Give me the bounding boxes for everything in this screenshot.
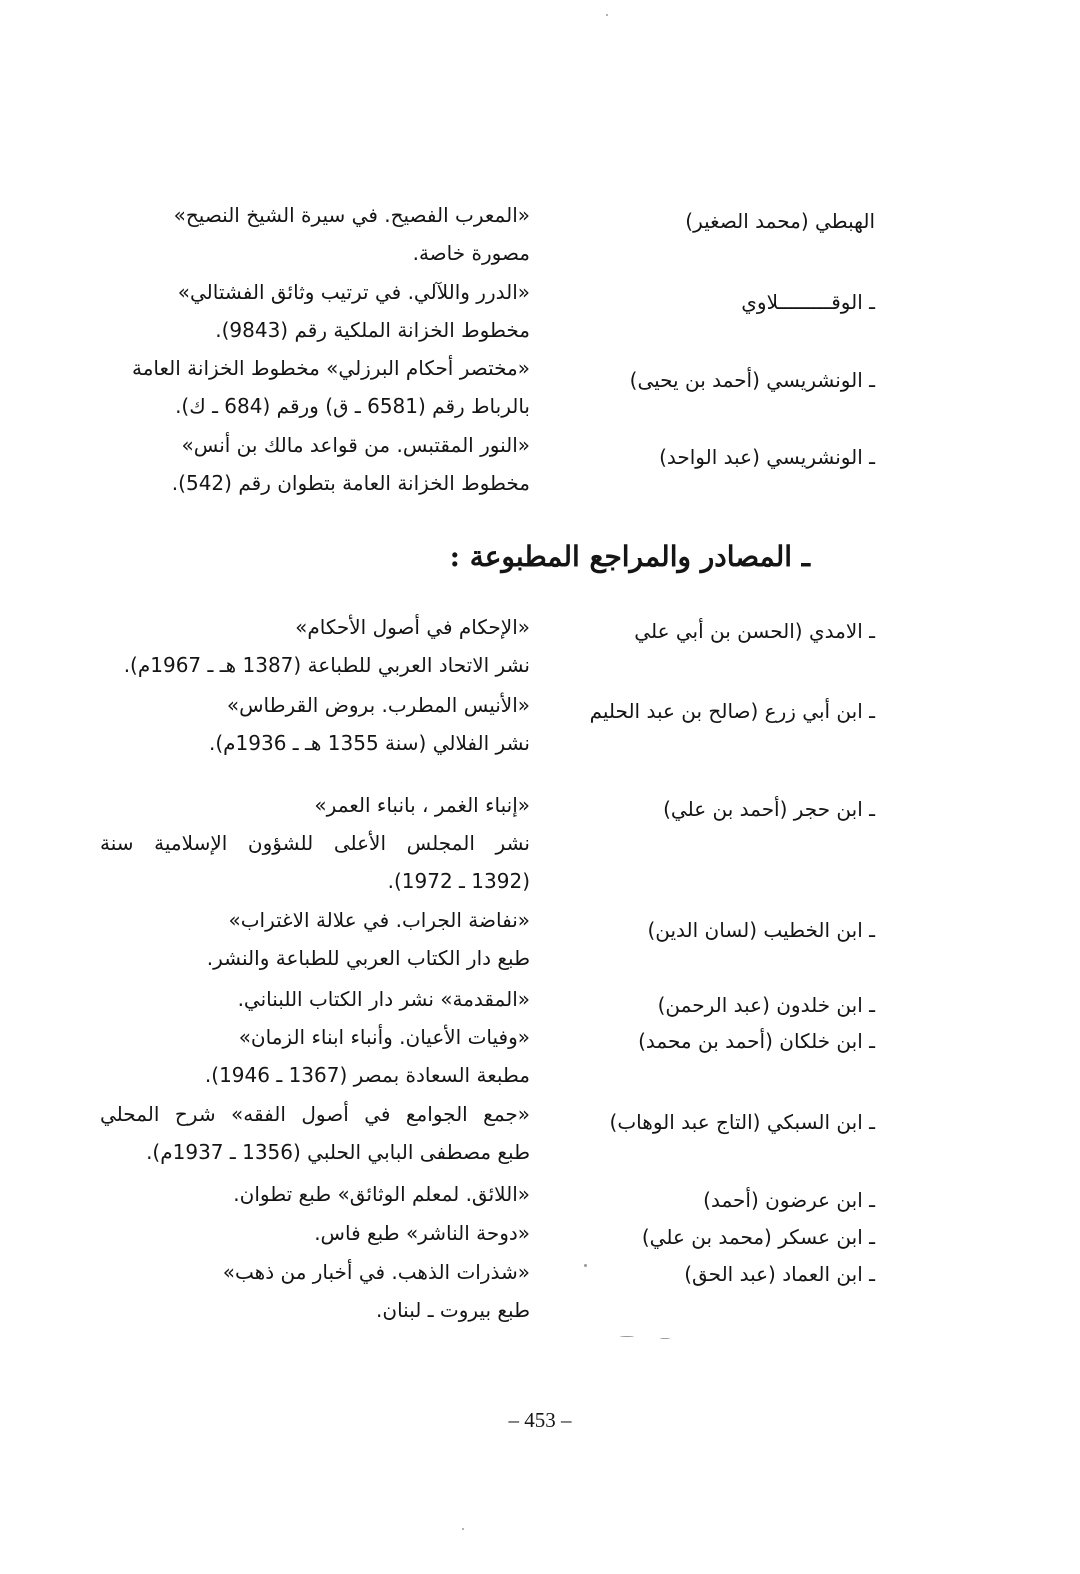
work-line: «المعرب الفصيح. في سيرة الشيخ النصيح» [173, 203, 530, 227]
work-line: مخطوط الخزانة الملكية رقم (9843). [215, 318, 530, 342]
work-line: «اللائق. لمعلم الوثائق» طبع تطوان. [233, 1182, 530, 1206]
entry-work [100, 196, 530, 272]
entry-work [100, 1253, 530, 1329]
entry-work [100, 273, 530, 349]
work-line: مصورة خاصة. [412, 241, 530, 265]
scan-speck [462, 1528, 464, 1530]
scan-speck [584, 1264, 587, 1267]
entry-work [100, 608, 530, 684]
scan-speck [606, 14, 608, 16]
entry-work [100, 426, 530, 502]
entry-work [100, 901, 530, 977]
work-line: «مختصر أحكام البرزلي» مخطوط الخزانة العامة [131, 356, 530, 380]
work-line: «شذرات الذهب. في أخبار من ذهب» [222, 1260, 530, 1284]
entry-work [100, 1018, 530, 1094]
entry-work [100, 980, 530, 1018]
entry-author: ـ ابن السبكي (التاج عبد الوهاب) [609, 1110, 875, 1134]
entry-work [100, 1214, 530, 1252]
work-line: «المقدمة» نشر دار الكتاب اللبناني. [237, 987, 530, 1011]
entry-author: ـ ابن عرضون (أحمد) [703, 1188, 875, 1212]
entry-work [100, 349, 530, 425]
work-line: نشر الفلالي (سنة 1355 هـ ـ 1936م). [208, 731, 530, 755]
entry-author: ـ الامدي (الحسن بن أبي علي [634, 619, 875, 643]
entry-author: ـ ابن حجر (أحمد بن علي) [663, 797, 875, 821]
work-line: «الأنيس المطرب. بروض القرطاس» [226, 693, 530, 717]
work-line: نشر الاتحاد العربي للطباعة (1387 هـ ـ 1967م). [123, 653, 530, 677]
work-line: «الدرر واللآلي. في ترتيب وثائق الفشتالي» [177, 280, 530, 304]
entry-work [100, 1175, 530, 1213]
work-line: «الإحكام في أصول الأحكام» [295, 615, 530, 639]
entry-author: ـ الونشريسي (عبد الواحد) [659, 445, 875, 469]
section-heading: ـ المصادر والمراجع المطبوعة : [449, 540, 810, 573]
work-line: «دوحة الناشر» طبع فاس. [314, 1221, 530, 1245]
work-line: مخطوط الخزانة العامة بتطوان رقم (542). [171, 471, 530, 495]
entry-author: ـ ابن عسكر (محمد بن علي) [641, 1225, 875, 1249]
entry-work [100, 686, 530, 762]
work-line: نشر المجلس الأعلى للشؤون الإسلامية سنة [100, 831, 530, 855]
entry-author: ـ الونشريسي (أحمد بن يحيى) [629, 368, 875, 392]
work-line: «وفيات الأعيان. وأنباء ابناء الزمان» [238, 1025, 530, 1049]
scan-speck [620, 1336, 634, 1337]
work-line: طبع بيروت ـ لبنان. [376, 1298, 530, 1322]
entry-author: ـ الوقـــــــــلاوي [741, 290, 875, 314]
work-line: «نفاضة الجراب. في علالة الاغتراب» [228, 908, 530, 932]
page-number: – 453 – [508, 1408, 572, 1432]
entry-work [100, 1095, 530, 1171]
entry-author: ـ ابن خلدون (عبد الرحمن) [657, 993, 875, 1017]
work-line: طبع مصطفى البابي الحلبي (1356 ـ 1937م). [146, 1140, 530, 1164]
entry-work [100, 786, 530, 900]
work-line: «إنباء الغمر ، بانباء العمر» [314, 793, 530, 817]
work-line: مطبعة السعادة بمصر (1367 ـ 1946). [204, 1063, 530, 1087]
entry-author: الهبطي (محمد الصغير) [685, 209, 875, 233]
work-line: «النور المقتبس. من قواعد مالك بن أنس» [181, 433, 530, 457]
work-line: طبع دار الكتاب العربي للطباعة والنشر. [206, 946, 530, 970]
entry-author: ـ ابن خلكان (أحمد بن محمد) [638, 1029, 875, 1053]
entry-author: ـ ابن أبي زرع (صالح بن عبد الحليم [589, 699, 875, 723]
entry-author: ـ ابن الخطيب (لسان الدين) [647, 918, 875, 942]
work-line: بالرباط رقم (6581 ـ ق) ورقم (684 ـ ك). [175, 394, 530, 418]
entry-author: ـ ابن العماد (عبد الحق) [684, 1262, 875, 1286]
scan-speck [660, 1338, 670, 1339]
work-line: «جمع الجوامع في أصول الفقه» شرح المحلي [100, 1102, 530, 1126]
work-line: (1392 ـ 1972). [387, 869, 530, 893]
